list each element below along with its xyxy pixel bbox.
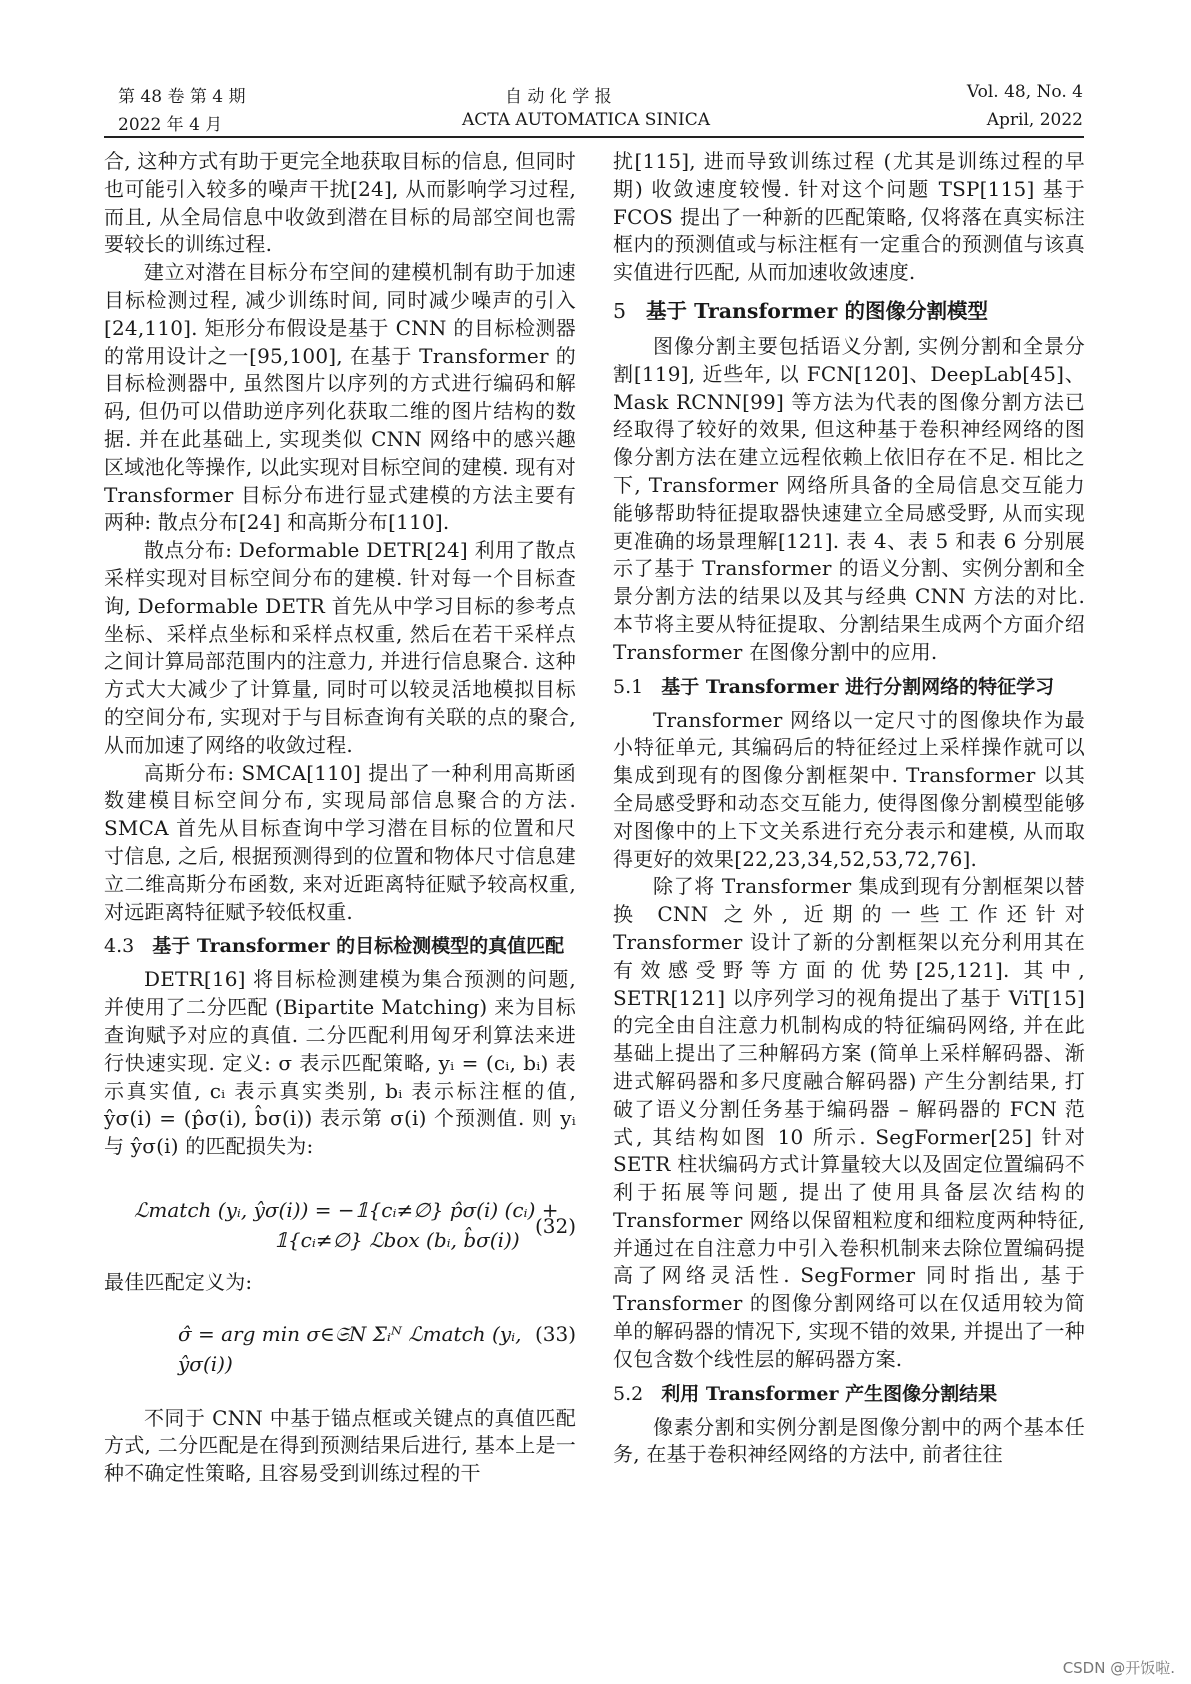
paragraph: 不同于 CNN 中基于锚点框或关键点的真值匹配方式, 二分匹配是在得到预测结果后进行, 基本上是一种不确定性策略, 且容易受到训练过程的干 <box>104 1405 576 1486</box>
header-date-cn: 2022 年 4 月 <box>118 115 223 135</box>
equation-number: (32) <box>534 1213 576 1238</box>
section-title: 基于 Transformer 的图像分割模型 <box>646 298 988 323</box>
equation-33 <box>104 1319 576 1379</box>
subsection-number: 4.3 <box>104 935 135 958</box>
section-number: 5 <box>613 298 627 323</box>
equation-line: ℒmatch (yᵢ, ŷσ(i)) = −𝟙{cᵢ≠∅} p̂σ(i) (cᵢ) + <box>134 1197 559 1222</box>
watermark: CSDN @开饭啦. <box>1062 1659 1175 1677</box>
header-journal-cn: 自 动 化 学 报 <box>505 87 612 107</box>
paragraph: 最佳匹配定义为: <box>104 1269 253 1294</box>
paragraph: 像素分割和实例分割是图像分割中的两个基本任务, 在基于卷积神经网络的方法中, 前者往往 <box>613 1414 1085 1467</box>
equation-line: 𝟙{cᵢ≠∅} ℒbox (bᵢ, b̂σ(i)) <box>274 1227 520 1252</box>
equation-32 <box>104 1195 576 1255</box>
subsection-heading <box>104 932 576 960</box>
subsection-heading <box>613 1380 1085 1408</box>
subsection-number: 5.2 <box>613 1382 644 1405</box>
header-rule <box>104 136 1084 138</box>
subsection-title: 基于 Transformer 的目标检测模型的真值匹配 <box>152 935 565 958</box>
paragraph: 建立对潜在目标分布空间的建模机制有助于加速目标检测过程, 减少训练时间, 同时减少噪声的引入[24,110]. 矩形分布假设是基于 CNN 的目标检测器的常用设计之一[95,100], 在基于 Transformer 的目标检测器中, 虽然图片以序列的方式进行编码和解码, 但仍可以借助逆序列化获取二维的图片结构的数据. 并在此基础上, 实现类似 CNN 网络中的感兴趣区域池化等操作, 以此实现对目标空间的建模. 现有对 Transformer 目标分布进行显式建模的方法主要有两种: 散点分布[24] 和高斯分布[110]. <box>104 260 576 535</box>
paragraph: 高斯分布: SMCA[110] 提出了一种利用高斯函数建模目标空间分布, 实现局部信息聚合的方法. SMCA 首先从目标查询中学习潜在目标的位置和尺寸信息, 之后, 根据预测得到的位置和物体尺寸信息建立二维高斯分布函数, 来对近距离特征赋予较高权重, 对远距离特征赋予较低权重. <box>104 760 576 924</box>
header-volume: 第 48 卷 第 4 期 <box>118 87 246 107</box>
paragraph: 除了将 Transformer 集成到现有分割框架以替换 CNN 之外, 近期的一些工作还针对 Transformer 设计了新的分割框架以充分利用其在有效感受野等方面的优势[25,121]. 其中, SETR[121] 以序列学习的视角提出了基于 ViT[15] 的完全由自注意力机制构成的特征编码网络, 并在此基础上提出了三种解码方案 (简单上采样解码器、渐进式解码器和多尺度融合解码器) 产生分割结果, 打破了语义分割任务基于编码器 – 解码器的 FCN 范式, 其结构如图 10 所示. SegFormer[25] 针对 SETR 柱状编码方式计算量较大以及固定位置编码不利于拓展等问题, 提出了使用具备层次结构的 Transformer 网络以保留粗粒度和细粒度两种特征, 并通过在自注意力中引入卷积机制来去除位置编码提高了网络灵活性. SegFormer 同时指出, 基于 Transformer 的图像分割网络可以在仅适用较为简单的解码器的情况下, 实现不错的效果, 并提出了一种仅包含数个线性层的解码器方案. <box>613 874 1085 1371</box>
paragraph: Transformer 网络以一定尺寸的图像块作为最小特征单元, 其编码后的特征经过上采样操作就可以集成到现有的图像分割框架中. Transformer 以其全局感受野和动态交互能力, 使得图像分割模型能够对图像中的上下文关系进行充分表示和建模, 从而取得更好的效果[22,23,34,52,53,72,76]. <box>613 707 1085 871</box>
paragraph: DETR[16] 将目标检测建模为集合预测的问题, 并使用了二分匹配 (Bipartite Matching) 来为目标查询赋予对应的真值. 二分匹配利用匈牙利算法来进行快速实现. 定义: σ 表示匹配策略, yᵢ = (cᵢ, bᵢ) 表示真实值, cᵢ 表示真实类别, bᵢ 表示标注框的值, ŷσ(i) = (p̂σ(i), b̂σ(i)) 表示第 σ(i) 个预测值. 则 yᵢ 与 ŷσ(i) 的匹配损失为: <box>104 967 576 1159</box>
paragraph: 合, 这种方式有助于更完全地获取目标的信息, 但同时也可能引入较多的噪声干扰[24], 从而影响学习过程, 而且, 从全局信息中收敛到潜在目标的局部空间也需要较长的训练过程. <box>104 149 576 257</box>
subsection-heading <box>613 673 1085 701</box>
left-column <box>104 148 576 1488</box>
paragraph: 图像分割主要包括语义分割, 实例分割和全景分割[119], 近些年, 以 FCN[120]、DeepLab[45]、Mask RCNN[99] 等方法为代表的图像分割方法已经取得了较好的效果, 但这种基于卷积神经网络的图像分割方法在建立远程依赖上依旧存在不足. 相比之下, Transformer 网络所具备的全局信息交互能力能够帮助特征提取器快速建立全局感受野, 从而实现更准确的场景理解[121]. 表 4、表 5 和表 6 分别展示了基于 Transformer 的语义分割、实例分割和全景分割方法的结果以及其与经典 CNN 方法的对比. 本节将主要从特征提取、分割结果生成两个方面介绍 Transformer 在图像分割中的应用. <box>613 333 1085 664</box>
equation-number: (33) <box>534 1321 576 1346</box>
subsection-number: 5.1 <box>613 675 644 698</box>
right-column <box>613 148 1085 1469</box>
paragraph: 散点分布: Deformable DETR[24] 利用了散点采样实现对目标空间分布的建模. 针对每一个目标查询, Deformable DETR 首先从中学习目标的参考点坐标、采样点坐标和采样点权重, 然后在若干采样点之间计算局部范围内的注意力, 并进行信息聚合. 这种方式大大减少了计算量, 同时可以较灵活地模拟目标的空间分布, 实现对于与目标查询有关联的点的聚合, 从而加速了网络的收敛过程. <box>104 538 576 757</box>
section-heading <box>613 297 1085 325</box>
subsection-title: 利用 Transformer 产生图像分割结果 <box>661 1382 998 1405</box>
header-vol-en: Vol. 48, No. 4 <box>966 82 1083 102</box>
header-date-en: April, 2022 <box>986 110 1083 130</box>
subsection-title: 基于 Transformer 进行分割网络的特征学习 <box>661 675 1055 698</box>
paragraph: 扰[115], 进而导致训练过程 (尤其是训练过程的早期) 收敛速度较慢. 针对这个问题 TSP[115] 基于 FCOS 提出了一种新的匹配策略, 仅将落在真实标注框内的预测值或与标注框有一定重合的预测值与该真实值进行匹配, 从而加速收敛速度. <box>613 149 1085 285</box>
equation-line: σ̂ = arg min σ∈𝔖N Σᵢᴺ ℒmatch (yᵢ, ŷσ(i)) <box>178 1321 522 1376</box>
header-journal-en: ACTA AUTOMATICA SINICA <box>462 110 710 130</box>
